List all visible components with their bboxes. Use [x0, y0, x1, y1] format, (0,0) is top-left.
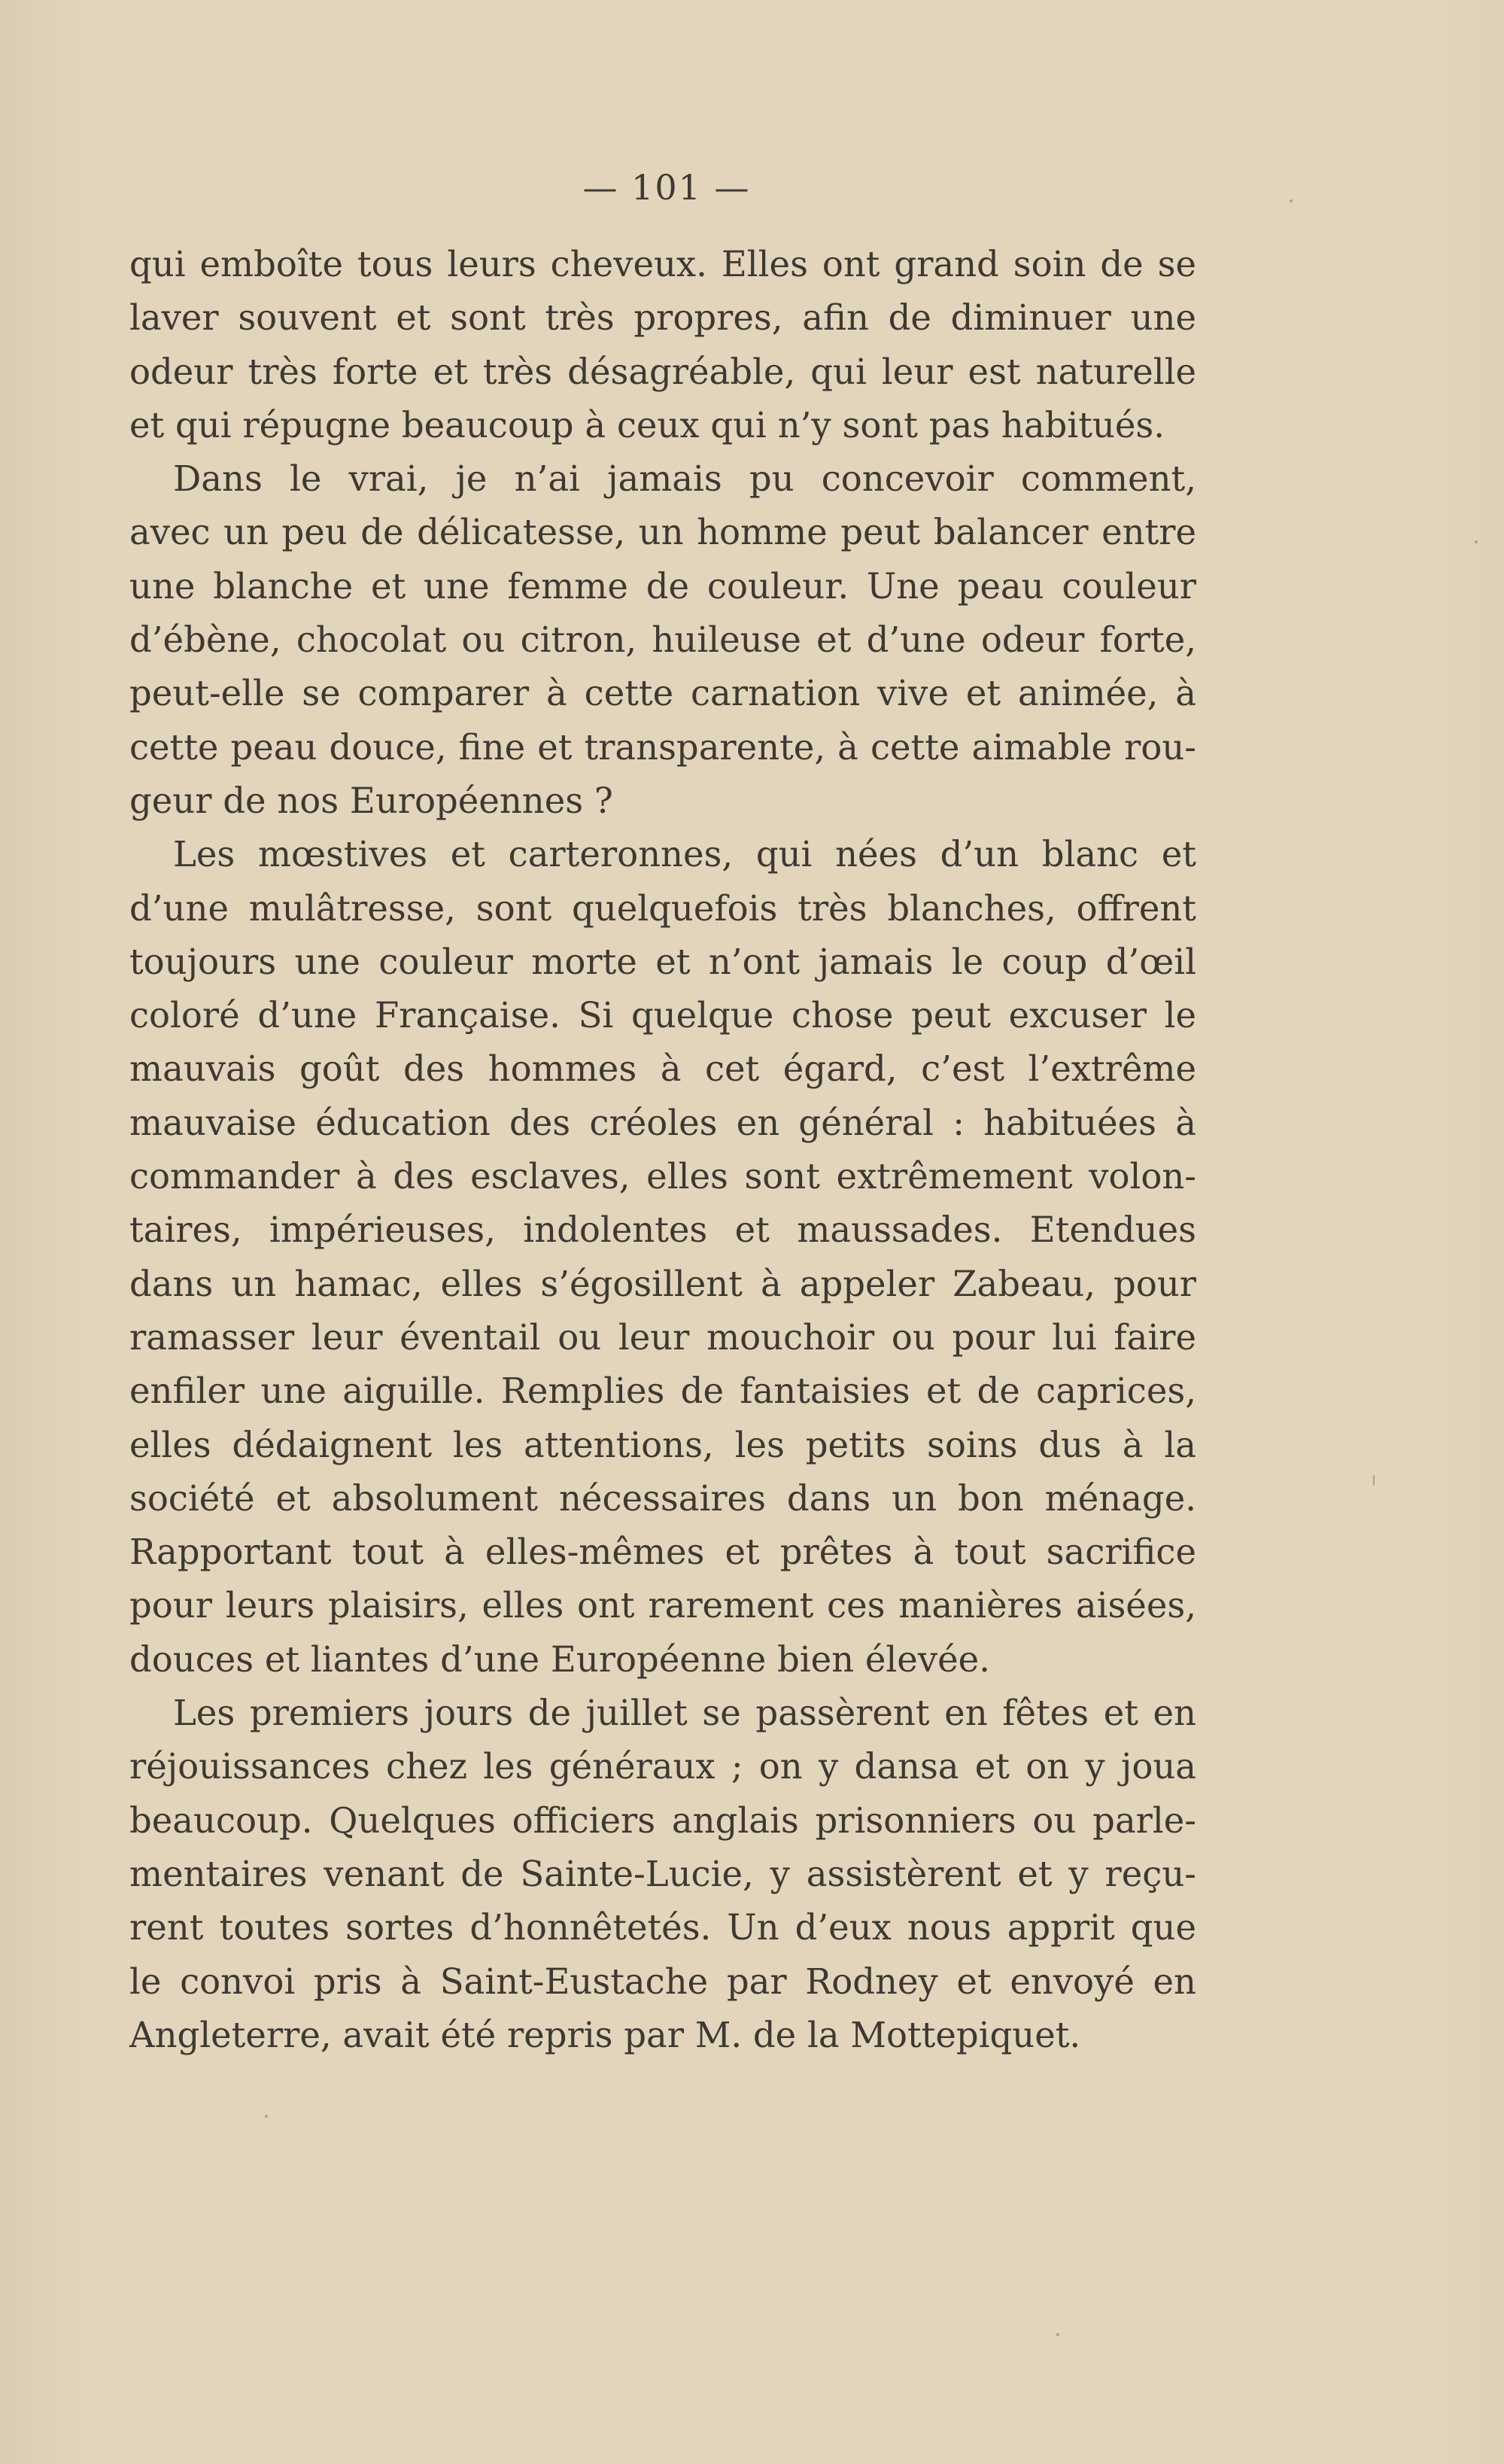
text-line: et qui répugne beaucoup à ceux qui n’y sont pas habitués. [129, 404, 1165, 446]
body-text [129, 238, 1196, 2062]
paper-speck [1290, 199, 1293, 202]
text-line: enfiler une aiguille. Remplies de fantaisies et de caprices, [129, 1370, 1196, 1412]
text-line: une blanche et une femme de couleur. Une peau couleur [129, 565, 1196, 607]
text-line: pour leurs plaisirs, elles ont rarement ces manières aisées, [129, 1585, 1196, 1626]
text-line: réjouissances chez les généraux ; on y dansa et on y joua [129, 1746, 1196, 1787]
paper-speck [265, 2115, 268, 2118]
text-line: douces et liantes d’une Européenne bien élevée. [129, 1638, 990, 1680]
text-line: Dans le vrai, je n’ai jamais pu concevoir comment, [173, 458, 1196, 500]
text-line: odeur très forte et très désagréable, qui leur est naturelle [129, 351, 1196, 392]
text-line: mauvais goût des hommes à cet égard, c’est l’extrême [129, 1048, 1196, 1090]
text-line: laver souvent et sont très propres, afin de diminuer une [129, 297, 1196, 339]
text-line: beaucoup. Quelques officiers anglais prisonniers ou parle- [129, 1799, 1196, 1841]
paragraph-2 [129, 452, 1196, 828]
text-line: d’ébène, chocolat ou citron, huileuse et d’une odeur forte, [129, 619, 1196, 661]
paragraph-3 [129, 828, 1196, 1687]
paragraph-4 [129, 1687, 1196, 2062]
text-line: dans un hamac, elles s’égosillent à appeler Zabeau, pour [129, 1263, 1196, 1304]
text-line: mauvaise éducation des créoles en général : habituées à [129, 1102, 1196, 1143]
text-line: qui emboîte tous leurs cheveux. Elles ont grand soin de se [129, 244, 1196, 284]
text-line: peut-elle se comparer à cette carnation vive et animée, à [129, 673, 1196, 714]
text-line: taires, impérieuses, indolentes et maussades. Etendues [129, 1209, 1196, 1251]
text-line: Les mœstives et carteronnes, qui nées d’un blanc et [173, 834, 1196, 875]
paper-speck [1475, 540, 1478, 543]
text-line: rent toutes sortes d’honnêtetés. Un d’eux nous apprit que [129, 1907, 1196, 1948]
text-line: Angleterre, avait été repris par M. de la Mottepiquet. [129, 2014, 1081, 2055]
paper-speck [1056, 2333, 1059, 2336]
text-line: mentaires venant de Sainte-Lucie, y assistèrent et y reçu- [129, 1853, 1196, 1894]
text-line: cette peau douce, fine et transparente, à cette aimable rou- [129, 726, 1196, 768]
text-line: Rapportant tout à elles-mêmes et prêtes à tout sacrifice [129, 1532, 1196, 1573]
paper-speck [1373, 1475, 1375, 1486]
text-line: Les premiers jours de juillet se passèrent en fêtes et en [173, 1693, 1196, 1734]
text-line: société et absolument nécessaires dans un bon ménage. [129, 1477, 1196, 1519]
text-line: ramasser leur éventail ou leur mouchoir ou pour lui faire [129, 1316, 1196, 1358]
text-line: coloré d’une Française. Si quelque chose peut excuser le [129, 995, 1196, 1036]
text-line: elles dédaignent les attentions, les petits soins dus à la [129, 1424, 1196, 1465]
page-number: — 101 — [582, 167, 751, 208]
text-line: avec un peu de délicatesse, un homme peut balancer entre [129, 512, 1196, 553]
text-line: commander à des esclaves, elles sont extrêmement volon- [129, 1156, 1196, 1197]
text-line: le convoi pris à Saint-Eustache par Rodney et envoyé en [129, 1961, 1196, 2002]
text-line: geur de nos Européennes ? [129, 780, 613, 821]
text-line: toujours une couleur morte et n’ont jamais le coup d’œil [129, 941, 1196, 982]
text-line: d’une mulâtresse, sont quelquefois très blanches, offrent [129, 887, 1196, 929]
paragraph-1 [129, 238, 1196, 452]
